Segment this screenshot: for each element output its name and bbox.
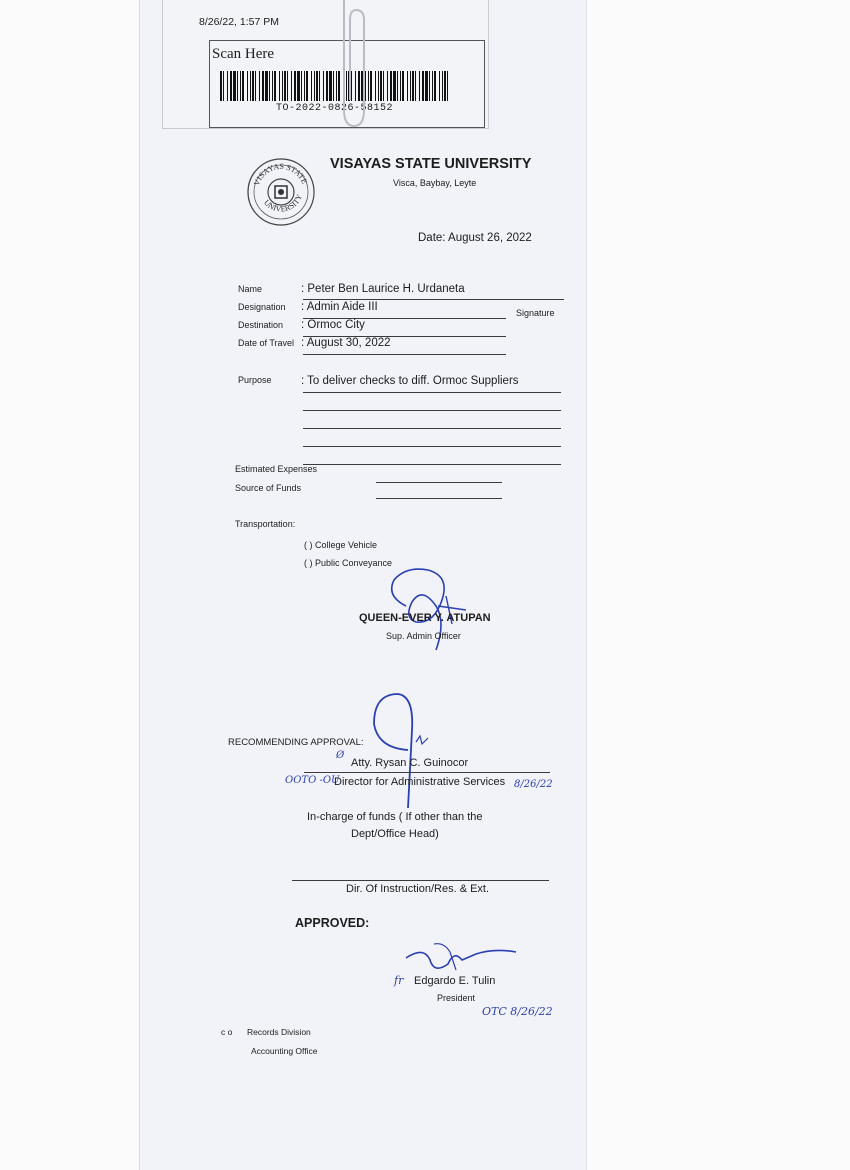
in-charge-line2: Dept/Office Head) xyxy=(351,828,439,840)
cc-prefix: c o xyxy=(221,1027,233,1037)
scan-slip xyxy=(162,0,489,129)
name-line xyxy=(303,299,564,300)
name-value: : Peter Ben Laurice H. Urdaneta xyxy=(301,283,465,295)
recommending-name: Atty. Rysan C. Guinocor xyxy=(351,757,469,769)
dir-instruction-line xyxy=(292,880,549,881)
transportation-label: Transportation: xyxy=(235,519,296,529)
recommending-handwritten-note: OOTO -OU xyxy=(285,775,340,786)
university-seal-icon xyxy=(246,158,316,226)
designation-value: : Admin Aide III xyxy=(301,301,378,313)
designation-label: Designation xyxy=(238,302,286,312)
president-handwritten-date: OTC 8/26/22 xyxy=(482,1005,553,1018)
supervisor-title: Sup. Admin Officer xyxy=(386,631,461,641)
name-label: Name xyxy=(238,284,263,294)
source-of-funds-label: Source of Funds xyxy=(235,483,302,493)
signature-label: Signature xyxy=(516,308,555,318)
date-of-travel-value: : August 30, 2022 xyxy=(301,337,391,349)
destination-value: : Ormoc City xyxy=(301,319,365,331)
dir-instruction-title: Dir. Of Instruction/Res. & Ext. xyxy=(346,883,490,895)
in-charge-line1: In-charge of funds ( If other than the xyxy=(307,811,483,823)
cc-item: Accounting Office xyxy=(251,1046,318,1056)
scan-here-label: Scan Here xyxy=(212,46,275,62)
form-date: Date: August 26, 2022 xyxy=(418,232,532,244)
purpose-line xyxy=(303,446,561,447)
recommending-title: Director for Administrative Services xyxy=(334,776,506,788)
travel-order-form xyxy=(140,0,586,1170)
stamp-datetime: 8/26/22, 1:57 PM xyxy=(199,16,279,28)
estimated-expenses-line xyxy=(376,482,502,483)
initial-mark-icon: Ø xyxy=(336,750,345,761)
university-address: Visca, Baybay, Leyte xyxy=(393,178,477,188)
approved-label: APPROVED: xyxy=(295,916,370,930)
recommending-signature-icon xyxy=(364,690,444,810)
president-name: Edgardo E. Tulin xyxy=(414,975,496,987)
destination-label: Destination xyxy=(238,320,284,330)
supervisor-name: QUEEN-EVER Y. ATUPAN xyxy=(359,612,491,624)
university-name: VISAYAS STATE UNIVERSITY xyxy=(330,156,532,172)
tracking-number: TO-2022-0826-58152 xyxy=(276,103,394,114)
recommending-line xyxy=(304,772,550,773)
paper-clip-icon xyxy=(334,0,374,132)
purpose-line xyxy=(303,428,561,429)
purpose-value: : To deliver checks to diff. Ormoc Suppliers xyxy=(301,375,519,387)
president-signature-icon xyxy=(404,940,520,980)
initial-mark-icon: fr xyxy=(394,974,404,987)
estimated-expenses-label: Estimated Expenses xyxy=(235,464,318,474)
recommending-handwritten-date: 8/26/22 xyxy=(514,779,553,790)
transport-option-public-conveyance[interactable]: ( ) Public Conveyance xyxy=(304,558,393,568)
recommending-approval-label: RECOMMENDING APPROVAL: xyxy=(228,737,364,748)
president-title: President xyxy=(437,993,476,1003)
cc-item: Records Division xyxy=(247,1027,311,1037)
seal-bottom-text: UNIVERSITY xyxy=(262,192,305,214)
date-of-travel-line xyxy=(303,354,506,355)
date-of-travel-label: Date of Travel xyxy=(238,338,295,348)
source-of-funds-line xyxy=(376,498,502,499)
purpose-line xyxy=(303,410,561,411)
transport-option-college-vehicle[interactable]: ( ) College Vehicle xyxy=(304,540,378,550)
purpose-line xyxy=(303,464,561,465)
seal-top-text: VISAYAS STATE xyxy=(252,161,310,187)
purpose-label: Purpose xyxy=(238,375,272,385)
purpose-line xyxy=(303,392,561,393)
